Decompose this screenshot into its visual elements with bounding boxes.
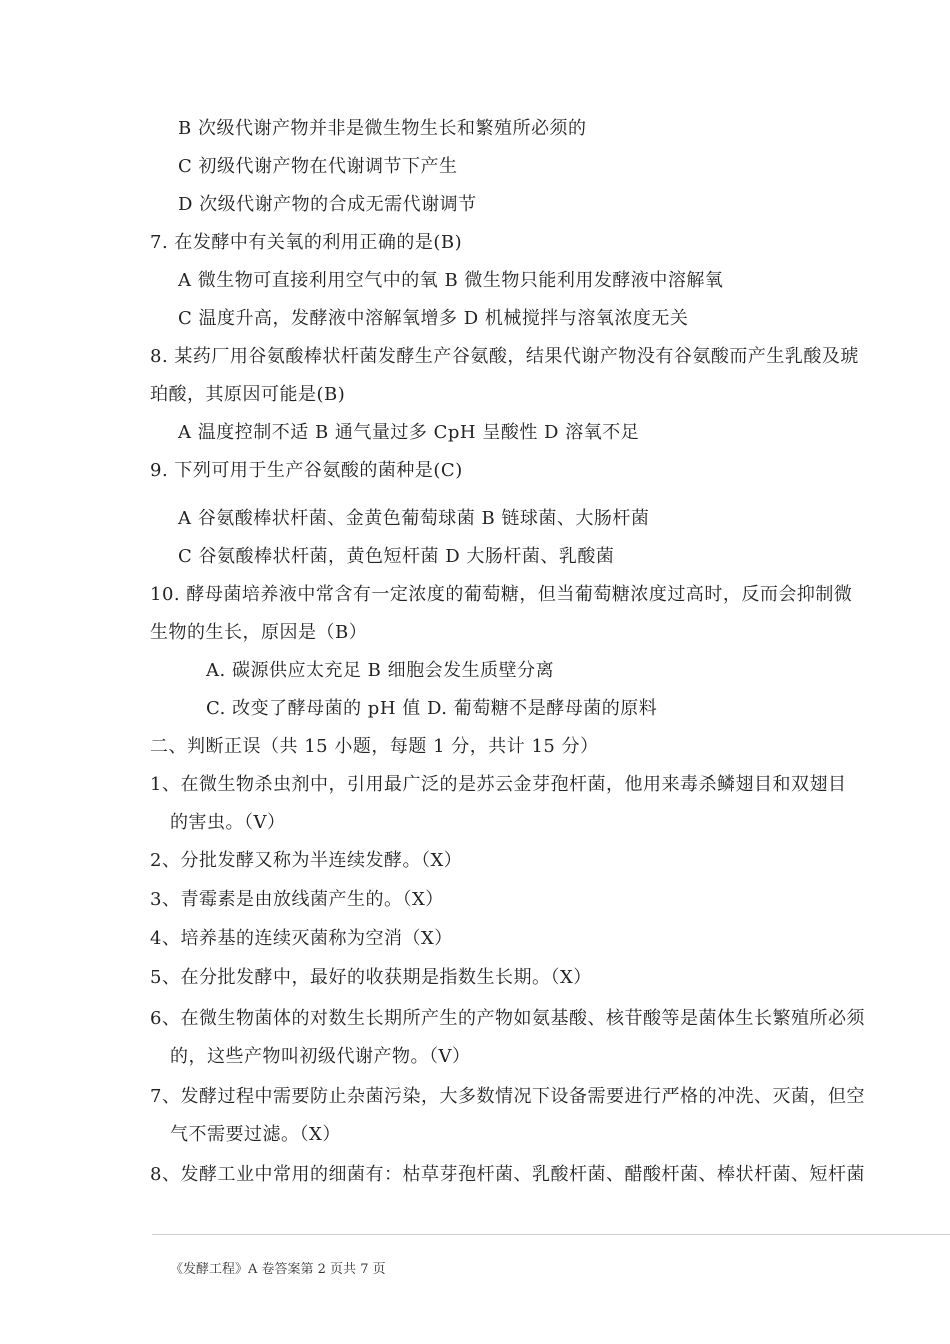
option-line: C 初级代谢产物在代谢调节下产生 xyxy=(178,156,458,177)
section-heading: 二、判断正误（共 15 小题，每题 1 分，共计 15 分） xyxy=(150,736,599,757)
statement-line: 的害虫。（V） xyxy=(170,812,286,833)
statement-line: 5、在分批发酵中，最好的收获期是指数生长期。（X） xyxy=(150,967,592,988)
question-line: 10. 酵母菌培养液中常含有一定浓度的葡萄糖，但当葡萄糖浓度过高时，反而会抑制微 xyxy=(150,584,853,605)
page-footer: 《发酵工程》A 卷答案第 2 页共 7 页 xyxy=(170,1262,386,1277)
statement-line: 6、在微生物菌体的对数生长期所产生的产物如氨基酸、核苷酸等是菌体生长繁殖所必须 xyxy=(150,1008,865,1029)
option-line: C 温度升高，发酵液中溶解氧增多 D 机械搅拌与溶氧浓度无关 xyxy=(178,308,689,329)
option-line: B 次级代谢产物并非是微生物生长和繁殖所必须的 xyxy=(178,118,587,139)
option-line: A. 碳源供应太充足 B 细胞会发生质壁分离 xyxy=(206,660,555,681)
option-line: A 温度控制不适 B 通气量过多 CpH 呈酸性 D 溶氧不足 xyxy=(178,422,640,443)
option-line: D 次级代谢产物的合成无需代谢调节 xyxy=(178,194,477,215)
question-line: 生物的生长，原因是（B） xyxy=(150,622,368,643)
statement-line: 的，这些产物叫初级代谢产物。（V） xyxy=(170,1046,471,1067)
option-line: C. 改变了酵母菌的 pH 值 D. 葡萄糖不是酵母菌的原料 xyxy=(206,698,658,719)
statement-line: 气不需要过滤。（X） xyxy=(170,1124,341,1145)
statement-line: 3、青霉素是由放线菌产生的。（X） xyxy=(150,889,444,910)
option-line: A 微生物可直接利用空气中的氧 B 微生物只能利用发酵液中溶解氧 xyxy=(178,270,724,291)
question-line: 珀酸，其原因可能是(B) xyxy=(150,384,346,405)
statement-line: 4、培养基的连续灭菌称为空消（X） xyxy=(150,928,453,949)
statement-line: 2、分批发酵又称为半连续发酵。（X） xyxy=(150,850,463,871)
statement-line: 1、在微生物杀虫剂中，引用最广泛的是苏云金芽孢杆菌，他用来毒杀鳞翅目和双翅目 xyxy=(150,774,847,795)
question-line: 7. 在发酵中有关氧的利用正确的是(B) xyxy=(150,232,463,253)
statement-line: 7、发酵过程中需要防止杂菌污染，大多数情况下设备需要进行严格的冲洗、灭菌，但空 xyxy=(150,1086,865,1107)
option-line: C 谷氨酸棒状杆菌，黄色短杆菌 D 大肠杆菌、乳酸菌 xyxy=(178,546,615,567)
statement-line: 8、发酵工业中常用的细菌有：枯草芽孢杆菌、乳酸杆菌、醋酸杆菌、棒状杆菌、短杆菌 xyxy=(150,1164,865,1185)
option-line: A 谷氨酸棒状杆菌、金黄色葡萄球菌 B 链球菌、大肠杆菌 xyxy=(178,508,650,529)
footer-divider xyxy=(152,1234,950,1235)
question-line: 9. 下列可用于生产谷氨酸的菌种是(C) xyxy=(150,460,463,481)
question-line: 8. 某药厂用谷氨酸棒状杆菌发酵生产谷氨酸，结果代谢产物没有谷氨酸而产生乳酸及琥 xyxy=(150,346,859,367)
